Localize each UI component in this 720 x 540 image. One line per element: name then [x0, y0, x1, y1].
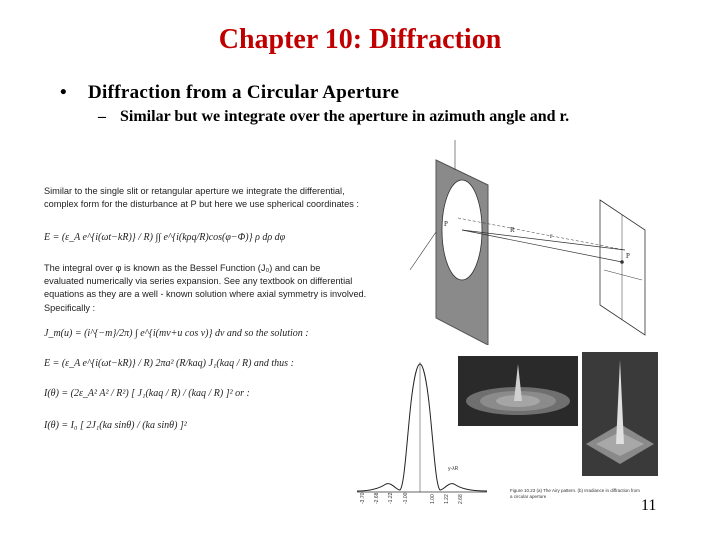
point-p — [620, 260, 624, 264]
text-line: equations as they are a well - known solution where axial symmetry is involved. — [44, 289, 367, 300]
bullet-text: Diffraction from a Circular Aperture — [88, 82, 400, 103]
equation-disturbance: E = (ε_A e^{i(ωt−kR)} / R) ∫∫ e^{i(kρq/R)cos(φ−Φ)} ρ dρ dφ — [44, 232, 286, 243]
svg-text:1.22: 1.22 — [444, 494, 450, 504]
bessel-text — [44, 262, 367, 315]
equation-intensity: I(θ) = (2ε_A² A² / R²) [ J₁(kaq / R) / (kaq / R) ]² or : — [44, 388, 250, 399]
surface-plot-2 — [582, 352, 658, 476]
bullet-symbol: • — [60, 82, 67, 103]
slide-title: Chapter 10: Diffraction — [218, 24, 502, 55]
aperture-diagram — [400, 140, 670, 345]
observation-screen — [600, 200, 645, 335]
surface-plot-1 — [458, 356, 578, 426]
svg-text:-3.70: -3.70 — [360, 492, 366, 504]
screen-axis — [604, 270, 642, 280]
svg-text:1.00: 1.00 — [430, 494, 436, 504]
sub-bullet-text: Similar but we integrate over the aperture in azimuth angle and r. — [120, 108, 570, 125]
equation-bessel: J_m(u) = (i^{−m}/2π) ∫ e^{i(mv+u cos v)} dv and so the solution : — [44, 328, 309, 339]
text-line: complex form for the disturbance at P but here we use spherical coordinates : — [44, 199, 359, 210]
explanation-text — [44, 185, 359, 211]
svg-text:P: P — [626, 252, 630, 260]
svg-text:P: P — [444, 220, 448, 228]
svg-text:-1.00: -1.00 — [403, 492, 409, 504]
text-line: Specifically : — [44, 302, 96, 313]
figure-caption: Figure 10.23 (a) The Airy pattern. (b) Irradiance in diffraction from a circular aperture — [510, 488, 640, 499]
text-line: evaluated numerically via series expansion. See any textbook on differential — [44, 276, 353, 287]
text-line: The integral over φ is known as the Bessel Function (J₀) and can be — [44, 263, 321, 273]
main-bullet — [60, 82, 399, 104]
equation-solution: E = (ε_A e^{i(ωt−kR)} / R) 2πa² (R/kaq) J₁(kaq / R) and thus : — [44, 358, 294, 369]
svg-text:2.68: 2.68 — [458, 494, 464, 504]
svg-text:r: r — [550, 232, 553, 240]
dash-symbol: – — [98, 108, 106, 125]
svg-text:y-λR: y-λR — [448, 466, 459, 472]
svg-text:R: R — [510, 226, 515, 234]
sub-bullet — [98, 108, 569, 126]
axis-line — [410, 232, 436, 270]
text-line: Similar to the single slit or retangular aperture we integrate the differential, — [44, 186, 345, 196]
svg-text:-1.22: -1.22 — [388, 492, 394, 504]
equation-intensity-normalized: I(θ) = I₀ [ 2J₁(ka sinθ) / (ka sinθ) ]² — [44, 420, 187, 431]
slide-number: 11 — [641, 497, 657, 514]
svg-text:-2.68: -2.68 — [374, 492, 380, 504]
